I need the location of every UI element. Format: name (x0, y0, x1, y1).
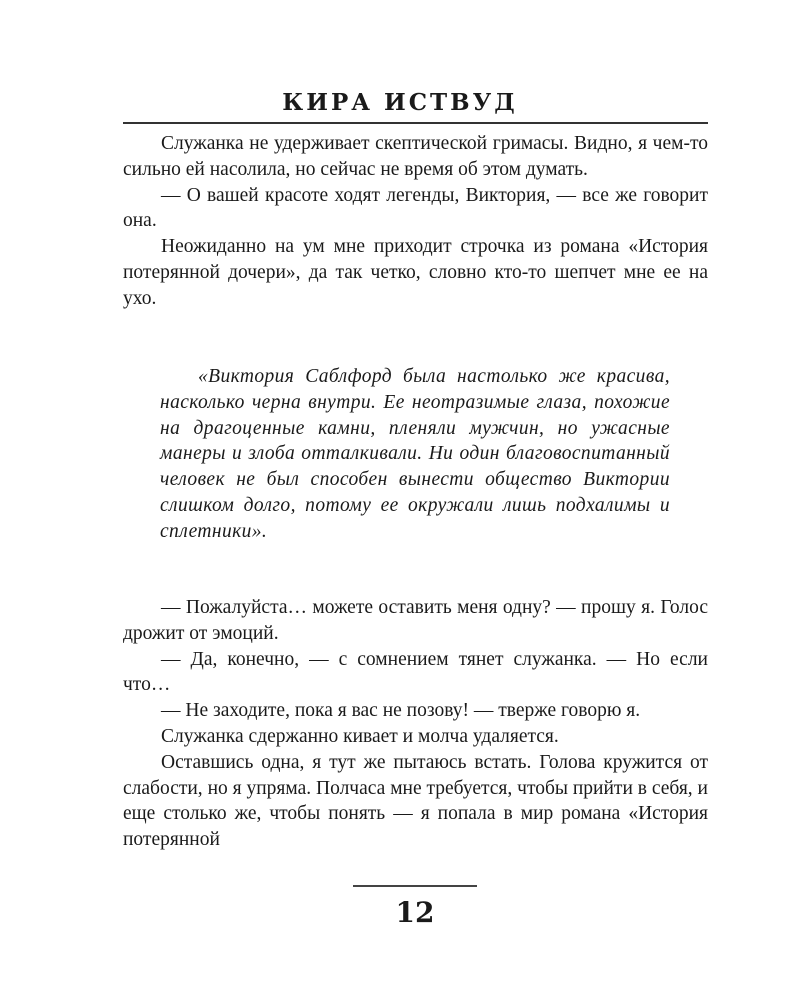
paragraph: — О вашей красоте ходят легенды, Виктория, — все же говорит она. (123, 184, 708, 232)
running-header-author: КИРА ИСТВУД (282, 89, 518, 116)
main-text-block-2 (123, 595, 708, 853)
novel-quote (160, 364, 670, 545)
paragraph: Служанка не удерживает скептической гримасы. Видно, я чем-то сильно ей насолила, но сейчас не время об этом думать. (123, 133, 708, 180)
paragraph: — Да, конечно, — с сомнением тянет служанка. — Но если что… (123, 648, 708, 696)
paragraph: — Пожалуйста… можете оставить меня одну? — прошу я. Голос дрожит от эмоций. (123, 597, 708, 644)
paragraph: — Не заходите, пока я вас не позову! — тверже говорю я. (161, 700, 641, 722)
quote-text: «Виктория Саблфорд была настолько же красива, насколько черна внутри. Ее неотразимые глаза, похожие на драгоценные камни, пленяли мужчин, но ужасные манеры и злоба отталкивали. Ни один благовоспитанный человек не был способен вынести общество Виктории слишком долго, потому ее окружали лишь подхалимы и сплетники». (160, 366, 670, 542)
paragraph: Служанка сдержанно кивает и молча удаляется. (161, 725, 559, 747)
page-number: 12 (395, 896, 435, 929)
paragraph: Неожиданно на ум мне приходит строчка из романа «История потерянной дочери», да так четко, словно кто-то шепчет мне ее на ухо. (123, 236, 708, 309)
header-divider (123, 122, 708, 124)
main-text-block (123, 131, 708, 312)
footer-divider (353, 885, 477, 887)
paragraph: Оставшись одна, я тут же пытаюсь встать. Голова кружится от слабости, но я упряма. Полчаса мне требуется, чтобы прийти в себя, и еще столько же, чтобы понять — я попала в мир романа «История потерянной (123, 751, 708, 851)
